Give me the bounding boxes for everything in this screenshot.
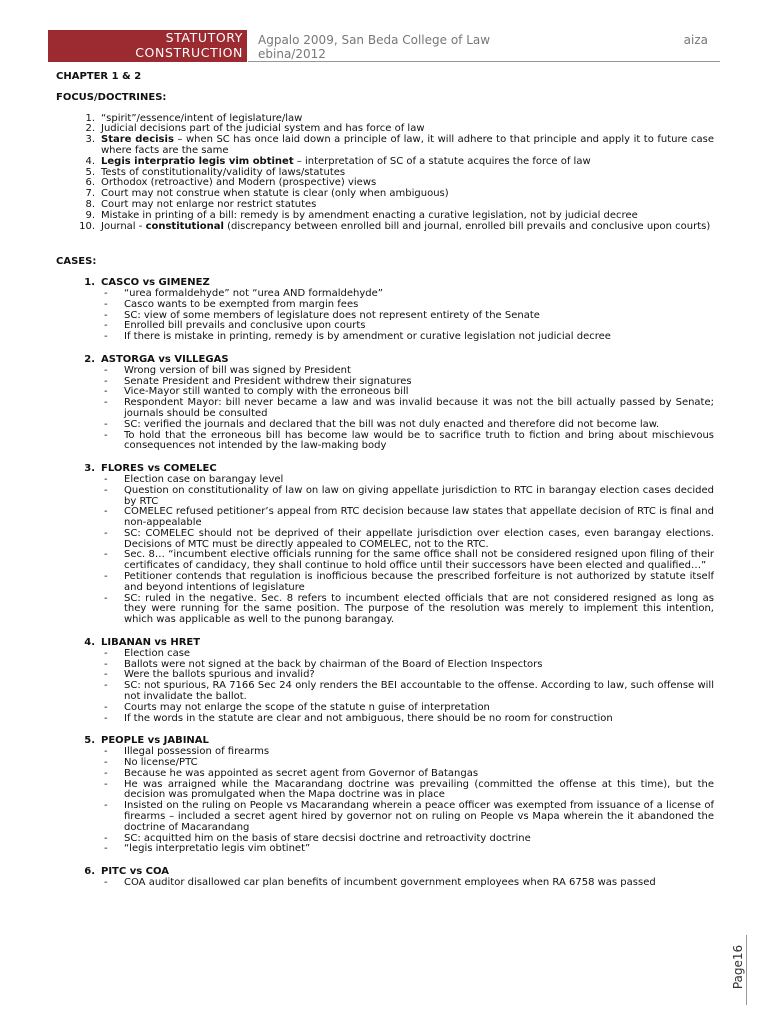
document-title-box [48, 30, 247, 62]
case-point-text: COA auditor disallowed car plan benefits of incumbent government employees when RA 6758 was passed [124, 877, 656, 888]
case-name: PITC vs COA [101, 866, 169, 878]
case-point [56, 332, 714, 343]
case-point [56, 844, 714, 855]
case-point [56, 431, 714, 453]
case-point-text: He was arraigned while the Macarandang doctrine was prevailing (committed the offense at this time), but the decision was promulgated when the Mapa doctrine was in place [124, 778, 714, 801]
doctrine-number: 9. [85, 209, 95, 221]
case-point-text: “legis interpretatio legis vim obtinet” [124, 843, 311, 855]
case-point-text: If there is mistake in printing, remedy is by amendment or curative legislation not judicial decree [124, 331, 611, 343]
doctrine-item [56, 135, 714, 157]
case-point [56, 780, 714, 802]
case-point-text: SC: view of some members of legislature does not represent entirety of the Senate [124, 309, 540, 321]
page-number [730, 940, 746, 1000]
case-name: PEOPLE vs JABINAL [101, 735, 209, 747]
case-point-text: SC: COMELEC should not be deprived of their appellate jurisdiction over election cases, even barangay elections. Decisions of MTC must be directly appealed to COMELEC, not to the RTC. [124, 527, 714, 550]
case-points [56, 289, 714, 343]
doctrine-number: 1. [85, 112, 95, 124]
bullet-dash: - [104, 506, 108, 518]
doctrine-number: 7. [85, 188, 95, 200]
case-point [56, 486, 714, 508]
case-points [56, 747, 714, 855]
doctrine-text: (discrepancy between enrolled bill and journal, enrolled bill prevails and conclusive upon courts) [223, 220, 711, 232]
header-rule [248, 61, 720, 62]
doctrine-item [56, 222, 714, 233]
doctrine-text: – when SC has once laid down a principle of law, it will adhere to that principle and apply it to future case where facts are the same [101, 134, 715, 156]
case-block [56, 278, 714, 343]
bullet-dash: - [104, 658, 108, 670]
bullet-dash: - [104, 287, 108, 299]
bullet-dash: - [104, 364, 108, 376]
cases-heading: CASES: [56, 256, 97, 268]
bullet-dash: - [104, 757, 108, 769]
case-point-text: COMELEC refused petitioner’s appeal from RTC decision because law states that appellate decision of RTC is final and non-appealable [124, 506, 714, 529]
doctrines-list [56, 114, 714, 233]
chapter-heading: CHAPTER 1 & 2 [56, 71, 142, 82]
case-point-text: Election case [124, 647, 191, 659]
bullet-dash: - [104, 746, 108, 758]
case-point [56, 572, 714, 594]
case-point-text: Illegal possession of firearms [124, 746, 270, 758]
case-block [56, 355, 714, 452]
doctrine-term: constitutional [145, 220, 224, 232]
bullet-dash: - [104, 712, 108, 724]
case-points [56, 878, 714, 889]
bullet-dash: - [104, 298, 108, 310]
bullet-dash: - [104, 473, 108, 485]
case-point-text: Ballots were not signed at the back by chairman of the Board of Election Inspectors [124, 658, 543, 670]
doctrine-number: 6. [85, 177, 95, 189]
bullet-dash: - [104, 429, 108, 441]
case-block [56, 867, 714, 889]
doctrine-term: Legis interpratio legis vim obtinet [101, 155, 294, 167]
page-number-rule [746, 935, 747, 1005]
bullet-dash: - [104, 571, 108, 583]
source-line-1: Agpalo 2009, San Beda College of Law [258, 33, 491, 47]
title-line-1: STATUTORY [165, 30, 243, 45]
doctrine-number: 3. [85, 134, 95, 146]
doctrines-heading: FOCUS/DOCTRINES: [56, 91, 167, 103]
bullet-dash: - [104, 375, 108, 387]
case-points [56, 475, 714, 626]
case-number: 3. [84, 463, 95, 475]
header-author: aiza [683, 33, 708, 47]
bullet-dash: - [104, 647, 108, 659]
case-point-text: Casco wants to be exempted from margin fees [124, 298, 359, 310]
case-name: CASCO vs GIMENEZ [101, 277, 210, 289]
doctrine-text: Court may not construe when statute is clear (only when ambiguous) [101, 188, 449, 200]
case-point-text: SC: acquitted him on the basis of stare decsisi doctrine and retroactivity doctrine [124, 832, 531, 844]
bullet-dash: - [104, 843, 108, 855]
case-point [56, 681, 714, 703]
case-block [56, 736, 714, 855]
doctrine-term: Stare decisis [101, 134, 174, 146]
doctrine-text: “spirit”/essence/intent of legislature/law [101, 112, 303, 124]
doctrine-number: 10. [79, 220, 95, 232]
bullet-dash: - [104, 386, 108, 398]
case-point [56, 529, 714, 551]
doctrine-prefix: Journal - [101, 220, 146, 232]
doctrine-text: Tests of constitutionality/validity of laws/statutes [101, 166, 346, 178]
doctrine-number: 8. [85, 198, 95, 210]
case-point-text: SC: not spurious, RA 7166 Sec 24 only renders the BEI accountable to the offense. According to law, such offense will not invalidate the ballot. [124, 680, 714, 703]
doctrine-number: 2. [85, 123, 95, 135]
bullet-dash: - [104, 680, 108, 692]
bullet-dash: - [104, 669, 108, 681]
case-point-text: No license/PTC [124, 757, 198, 769]
bullet-dash: - [104, 309, 108, 321]
bullet-dash: - [104, 418, 108, 430]
doctrine-number: 5. [85, 166, 95, 178]
case-point [56, 714, 714, 725]
bullet-dash: - [104, 331, 108, 343]
title-line-2: CONSTRUCTION [135, 45, 243, 60]
case-point [56, 878, 714, 889]
case-point-text: Election case on barangay level [124, 473, 284, 485]
case-point-text: SC: verified the journals and declared that the bill was not duly enacted and therefore did not become law. [124, 418, 660, 430]
case-block [56, 464, 714, 626]
bullet-dash: - [104, 701, 108, 713]
bullet-dash: - [104, 778, 108, 790]
case-points [56, 366, 714, 452]
case-point-text: Vice-Mayor still wanted to comply with the erroneous bill [124, 386, 409, 398]
bullet-dash: - [104, 767, 108, 779]
case-point-text: Because he was appointed as secret agent from Governor of Batangas [124, 767, 479, 779]
case-number: 4. [84, 637, 95, 649]
case-number: 6. [84, 866, 95, 878]
case-point-text: SC: ruled in the negative. Sec. 8 refers to incumbent elected officials that are not considered resigned as long as they were running for the same position. The purpose of the resolution was merely to implement this intention, which was applicable as well to the punong barangay. [124, 592, 714, 626]
case-point-text: Were the ballots spurious and invalid? [124, 669, 315, 681]
bullet-dash: - [104, 877, 108, 888]
bullet-dash: - [104, 549, 108, 561]
bullet-dash: - [104, 592, 108, 604]
case-point-text: Enrolled bill prevails and conclusive upon courts [124, 320, 366, 332]
bullet-dash: - [104, 832, 108, 844]
cases-list [56, 278, 714, 889]
doctrine-text: Court may not enlarge nor restrict statutes [101, 198, 317, 210]
bullet-dash: - [104, 527, 108, 539]
case-point [56, 507, 714, 529]
case-point [56, 801, 714, 833]
case-name: ASTORGA vs VILLEGAS [101, 353, 229, 365]
doctrine-text: Mistake in printing of a bill: remedy is by amendment enacting a curative legislation, not by judicial decree [101, 209, 638, 221]
doctrine-number: 4. [85, 155, 95, 167]
bullet-dash: - [104, 800, 108, 812]
doctrine-text: Judicial decisions part of the judicial system and has force of law [101, 123, 425, 135]
case-point-text: To hold that the erroneous bill has become law would be to sacrifice truth to fiction and bring about mischievous consequences not intended by the law-making body [124, 429, 714, 452]
bullet-dash: - [104, 484, 108, 496]
bullet-dash: - [104, 320, 108, 332]
document-body [56, 72, 714, 901]
doctrine-text: Orthodox (retroactive) and Modern (prospective) views [101, 177, 377, 189]
bullet-dash: - [104, 397, 108, 409]
case-name: LIBANAN vs HRET [101, 637, 201, 649]
case-point-text: “urea formaldehyde” not “urea AND formaldehyde” [124, 287, 383, 299]
source-line-2: ebina/2012 [258, 47, 326, 61]
case-points [56, 649, 714, 725]
case-point [56, 398, 714, 420]
page-header [48, 30, 720, 62]
case-point [56, 594, 714, 626]
case-point [56, 550, 714, 572]
case-number: 2. [84, 353, 95, 365]
case-point-text: Insisted on the ruling on People vs Macarandang wherein a peace officer was exempted from issuance of a license of firearms – included a secret agent hired by governor not on ruling on People vs Mapa wherein the it abandoned the doctrine of Macarandang [124, 800, 714, 833]
case-point-text: Wrong version of bill was signed by President [124, 364, 351, 376]
case-name: FLORES vs COMELEC [101, 463, 217, 475]
case-block [56, 638, 714, 724]
case-point-text: Petitioner contends that regulation is inofficious because the prescribed forfeiture is not authorized by statute itself and beyond intentions of legislature [124, 571, 714, 593]
case-point-text: Question on constitutionality of law on law on giving appellate jurisdiction to RTC in barangay election cases decided by RTC [124, 484, 714, 507]
header-source [258, 33, 718, 61]
case-point-text: Senate President and President withdrew their signatures [124, 375, 412, 387]
page-number-text: Page16 [731, 944, 745, 990]
case-point-text: Courts may not enlarge the scope of the statute n guise of interpretation [124, 701, 490, 713]
case-number: 5. [84, 735, 95, 747]
case-point-text: If the words in the statute are clear and not ambiguous, there should be no room for construction [124, 712, 613, 724]
case-number: 1. [84, 277, 95, 289]
case-point-text: Respondent Mayor: bill never became a law and was invalid because it was not the bill actually passed by Senate; journals should be consulted [124, 397, 714, 419]
case-point-text: Sec. 8… “incumbent elective officials running for the same office shall not be considered resigned upon filing of their certificates of candidacy, they shall continue to hold office until their successors have been elected and qualified…” [124, 549, 714, 572]
doctrine-text: – interpretation of SC of a statute acquires the force of law [293, 155, 591, 167]
